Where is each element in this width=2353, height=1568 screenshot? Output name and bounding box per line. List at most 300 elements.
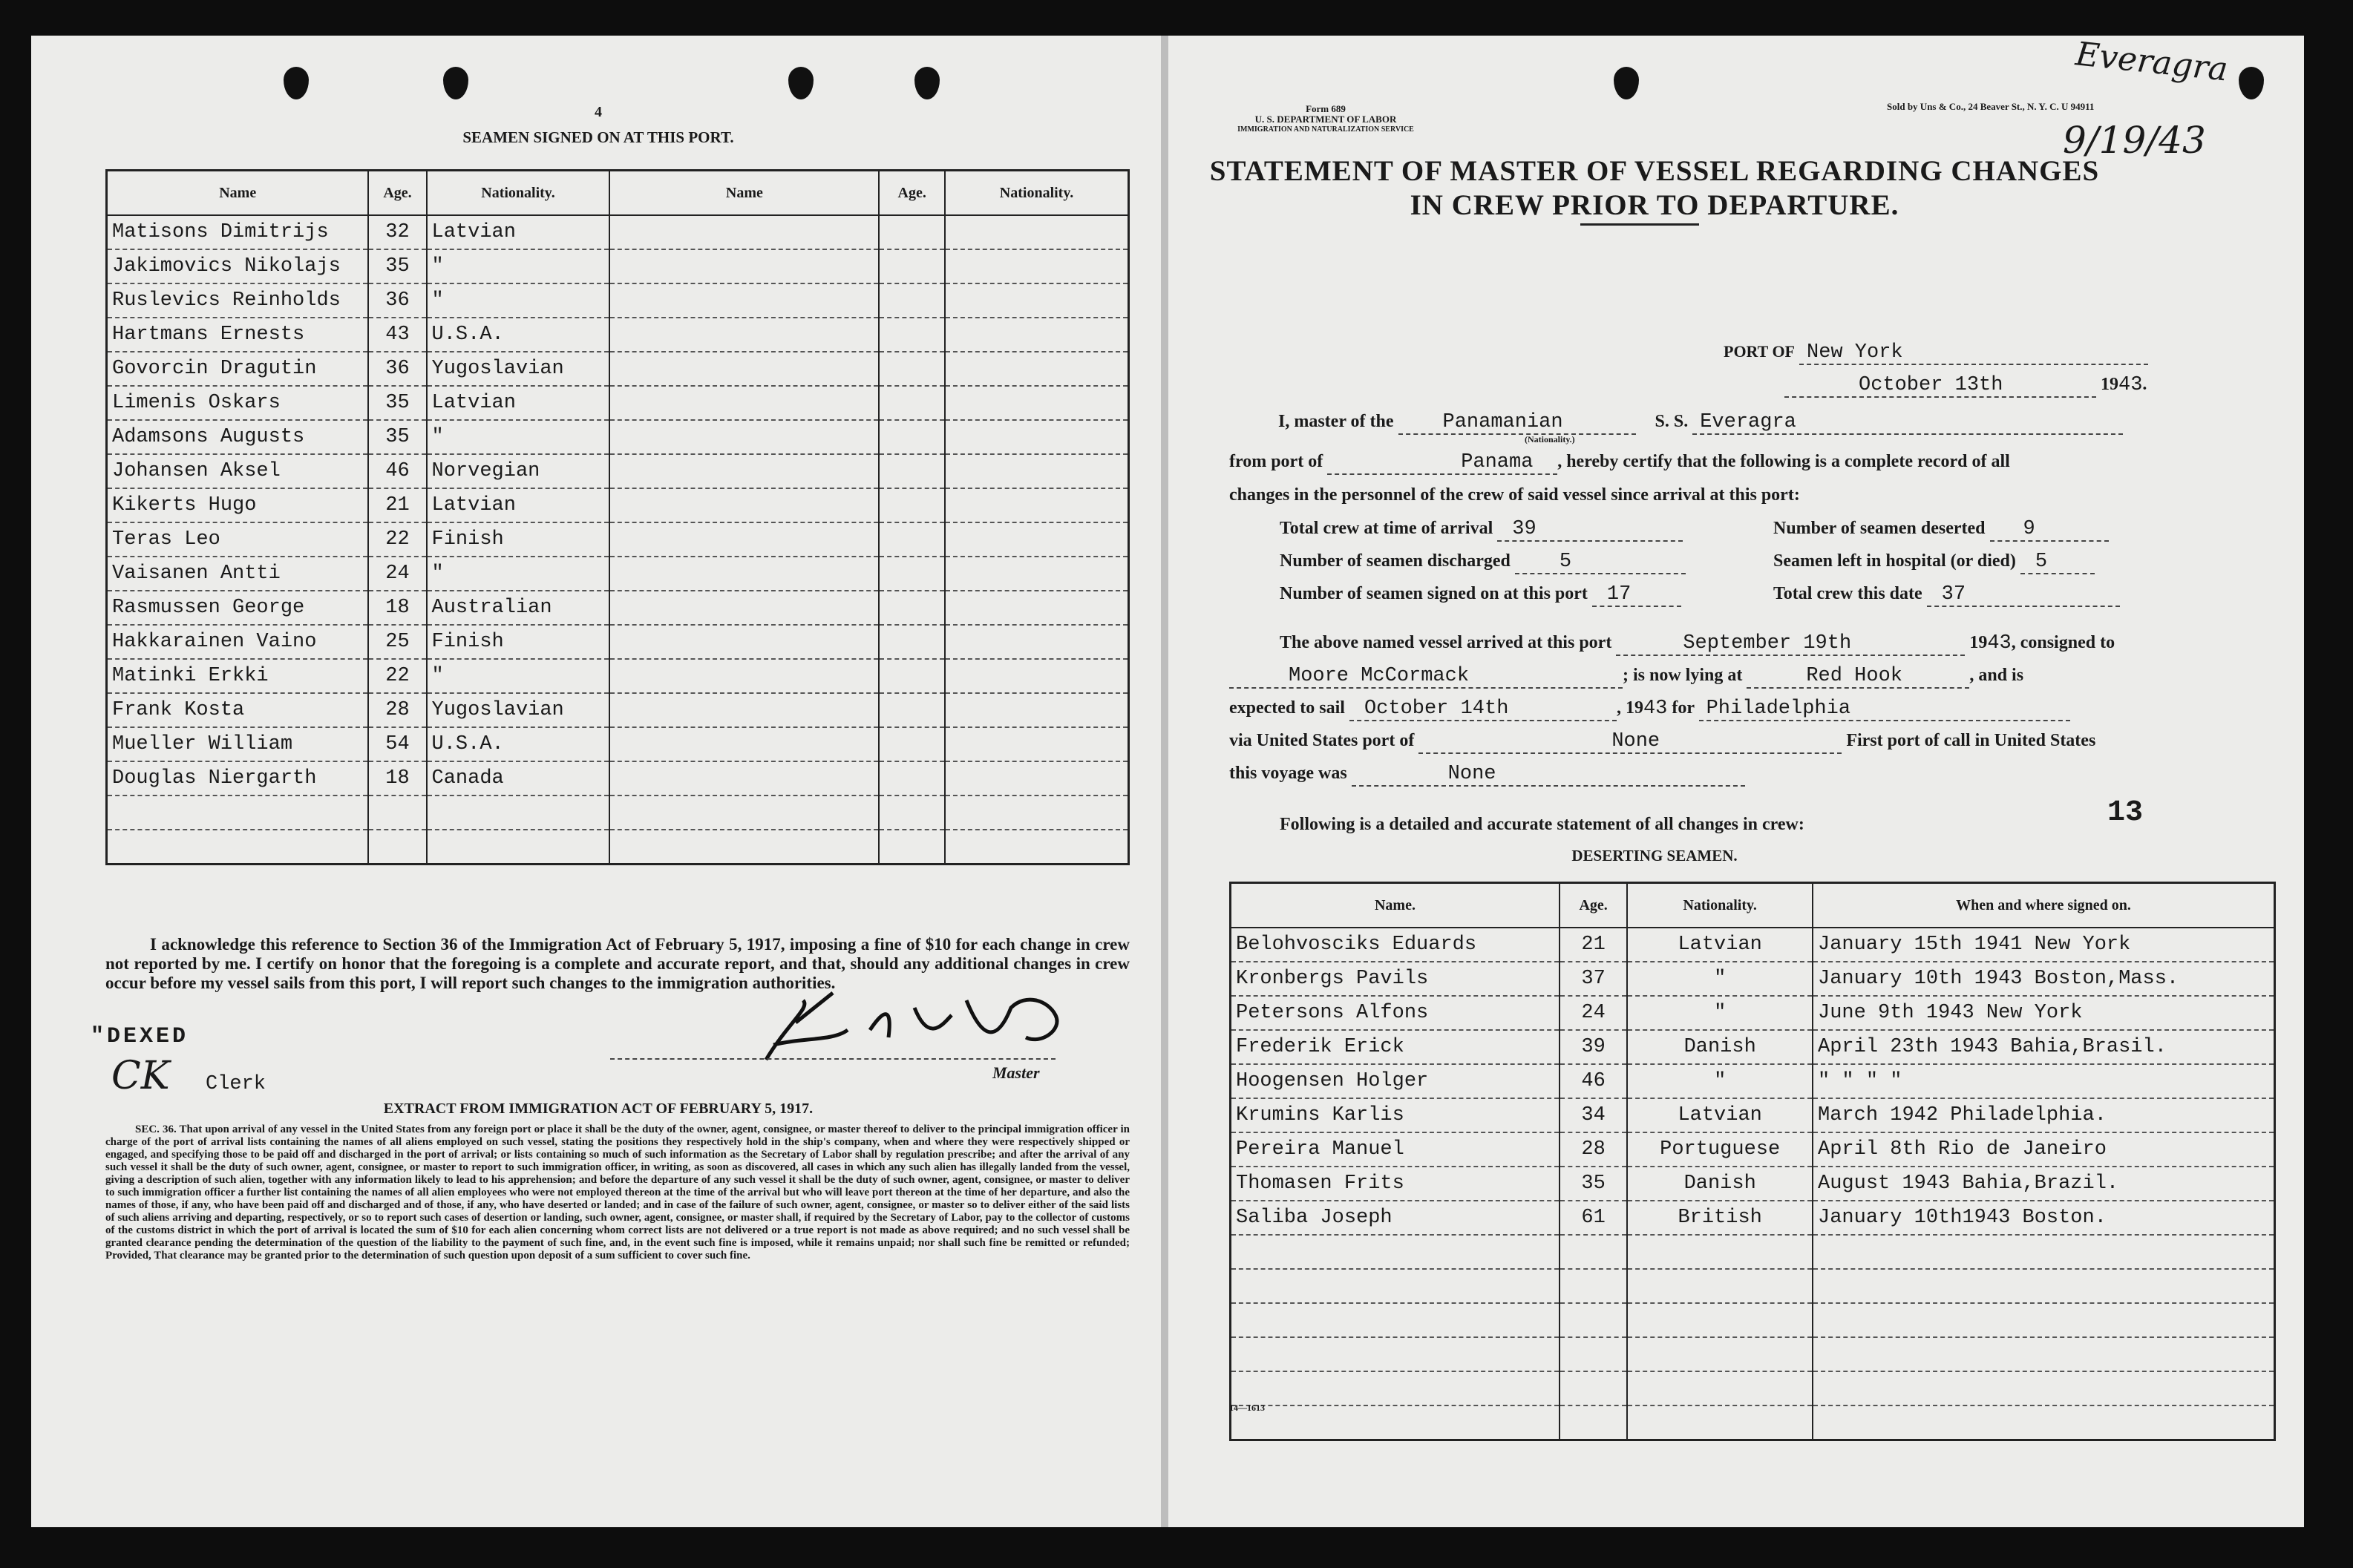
expected-label: expected to sail [1229,698,1345,718]
table-row [1231,1337,2275,1371]
punch-hole [2239,67,2264,99]
cell-nationality: Norvegian [427,454,610,488]
ss-label: S. S. [1655,412,1689,431]
master-signature [744,978,1093,1082]
cell-name [609,352,879,386]
cell-nationality [1627,1371,1813,1405]
from-port-value: Panama [1327,451,1557,475]
cell-age [1560,1303,1627,1337]
punch-hole [443,67,468,99]
port-line [1724,341,2148,365]
table-row [1231,1030,2275,1064]
cell-name [1231,1337,1560,1371]
cell-age: 35 [368,420,426,454]
port-value: New York [1799,341,2148,365]
cell-nationality [945,727,1128,761]
cell-name [609,318,879,352]
total-crew-arrival-value: 39 [1497,518,1683,542]
cell-nationality [945,522,1128,557]
cell-nationality [945,352,1128,386]
cell-nationality: Latvian [1627,1098,1813,1132]
cell-name: Thomasen Frits [1231,1167,1560,1201]
header-name: Name [609,171,879,216]
cell-name: Johansen Aksel [107,454,369,488]
sail-line: expected to sail October 14th , 1943 for Philadelphia [1229,698,2070,721]
total-crew-date-label: Total crew this date [1773,584,1922,603]
cell-age [879,420,945,454]
cell-nationality: British [1627,1201,1813,1235]
cell-nationality: Canada [427,761,610,796]
table-row [107,386,1129,420]
cell-nationality [1627,1405,1813,1440]
table-row [107,591,1129,625]
table-row [107,352,1129,386]
cell-age: 46 [1560,1064,1627,1098]
consignee-value: Moore McCormack [1229,665,1623,689]
table-row [1231,996,2275,1030]
cell-nationality: " [427,283,610,318]
cell-name [609,796,879,830]
cell-name: Ruslevics Reinholds [107,283,369,318]
cell-age [879,488,945,522]
right-page [1168,36,2304,1527]
cell-age: 21 [1560,928,1627,962]
cell-age [879,454,945,488]
table-row [1231,928,2275,962]
cell-age [879,659,945,693]
hospital-value: 5 [2020,551,2095,574]
deserted [1773,518,2109,542]
indexed-stamp: "DEXED [91,1024,189,1049]
cell-signed-on: June 9th 1943 New York [1813,996,2274,1030]
signed-on-table [105,169,1130,865]
cell-nationality [945,591,1128,625]
table-row [107,693,1129,727]
cell-age [879,249,945,283]
cell-age [879,557,945,591]
year-value: 43 [2118,374,2143,396]
sail-date: October 14th [1349,698,1617,721]
cell-name: Vaisanen Antti [107,557,369,591]
cell-signed-on: January 15th 1941 New York [1813,928,2274,962]
cell-nationality: " [427,249,610,283]
cell-name [609,488,879,522]
cell-nationality [945,796,1128,830]
discharged-value: 5 [1515,551,1686,574]
cell-age: 35 [368,386,426,420]
via-label: via United States port of [1229,731,1415,750]
header-age: Age. [879,171,945,216]
department: U. S. DEPARTMENT OF LABOR [1254,114,1397,125]
total-crew-arrival-label: Total crew at time of arrival [1280,519,1493,538]
cell-nationality [945,693,1128,727]
cell-nationality: U.S.A. [427,318,610,352]
cell-age: 32 [368,215,426,249]
cell-nationality [945,420,1128,454]
section-title: SEAMEN SIGNED ON AT THIS PORT. [462,128,734,146]
total-crew-arrival [1280,518,1683,542]
cell-nationality: Latvian [427,488,610,522]
cell-name: Matinki Erkki [107,659,369,693]
footer-code: 14—1613 [1229,1403,1265,1413]
cell-name: Krumins Karlis [1231,1098,1560,1132]
cell-signed-on [1813,1303,2274,1337]
signed-on-value: 17 [1592,583,1681,607]
cell-name: Adamsons Augusts [107,420,369,454]
cell-age [1560,1337,1627,1371]
handwritten-vessel: Everagra [2073,35,2230,89]
cell-nationality [1627,1337,1813,1371]
cell-nationality [945,215,1128,249]
cell-nationality [945,557,1128,591]
cell-signed-on: January 10th1943 Boston. [1813,1201,2274,1235]
cell-name: Mueller William [107,727,369,761]
cell-nationality: Finish [427,522,610,557]
cell-age [879,830,945,865]
cell-nationality [1627,1303,1813,1337]
cell-name [609,283,879,318]
cell-nationality: Latvian [427,386,610,420]
page-mark: 13 [2107,796,2144,830]
cell-age [879,727,945,761]
sail-year: 43 [1643,698,1668,720]
cell-nationality: Finish [427,625,610,659]
cell-name: Matisons Dimitrijs [107,215,369,249]
master-line [1278,411,2123,435]
table-row [1231,962,2275,996]
cell-age [879,522,945,557]
cell-nationality: " [1627,1064,1813,1098]
cell-age [879,796,945,830]
cell-name: Frank Kosta [107,693,369,727]
header-nationality: Nationality. [427,171,610,216]
title-line-2: IN CREW PRIOR TO DEPARTURE. [1410,189,1899,221]
table-row [107,727,1129,761]
cell-age: 18 [368,761,426,796]
cell-signed-on: March 1942 Philadelphia. [1813,1098,2274,1132]
cell-signed-on [1813,1405,2274,1440]
cell-age: 22 [368,522,426,557]
consignee-line [1229,665,2023,689]
cell-age: 35 [1560,1167,1627,1201]
punch-hole [284,67,309,99]
cell-name: Jakimovics Nikolajs [107,249,369,283]
cell-age: 21 [368,488,426,522]
hospital-label: Seamen left in hospital (or died) [1773,551,2016,571]
seller-line: Sold by Uns & Co., 24 Beaver St., N. Y. C. U 94911 [1887,101,2095,112]
cell-name [609,761,879,796]
cell-nationality [945,488,1128,522]
first-port-label: First port of call in United States [1846,731,2096,750]
arrived-line: The above named vessel arrived at this port September 19th 1943, consigned to [1280,632,2115,655]
cell-name: Kikerts Hugo [107,488,369,522]
table-row [107,522,1129,557]
table-row [1231,1167,2275,1201]
table-row [107,283,1129,318]
via-line [1229,730,2095,754]
cell-name [609,625,879,659]
clerk-label: Clerk [206,1073,266,1095]
cell-nationality [945,283,1128,318]
port-label: PORT OF [1724,342,1795,361]
and-is: , and is [1969,666,2024,685]
table-row [107,215,1129,249]
certify-text: , hereby certify that the following is a complete record of all [1557,452,2010,471]
cell-name [609,693,879,727]
cell-name: Hoogensen Holger [1231,1064,1560,1098]
extract-text: SEC. 36. That upon arrival of any vessel in the United States from any foreign port or place it shall be the duty of the owner, agent, consignee, or master thereof to deliver to the principal immigration officer in charge of the port of arrival lists containing the names of all aliens employed on such vessel, stating the positions they respectively hold in the ship's company, when and where they were respectively shipped or engaged, and specifying those to be paid off and discharged in the port of arrival; or lists containing so much of such information as the Secretary of Labor shall by regulation prescribe; and after the arrival of any such vessel it shall be the duty of such owner, agent, consignee, or master to report to such immigration officer, in writing, as soon as discovered, all cases in which any such alien has illegally landed from the vessel, giving a description of such alien, together with any information likely to lead to his apprehension; and before the departure of any such vessel it shall be the duty of such owner, agent, consignee, or master to deliver to such immigration officer a further list containing the names of all alien employees who were not employed thereon at the time of the arrival but who will leave port thereon at the time of her departure, and also the names of those, if any, who have been paid off and discharged and of those, if any, who have deserted or landed; and in case of the failure of such owner, agent, consignee, or master so to deliver either of the said lists of such aliens arriving and departing, respectively, or so to report such cases of desertion or landing, such owner, agent, consignee, or master shall, if required by the Secretary of Labor, pay to the collector of customs of the customs district in which the port of arrival is located the sum of $10 for each alien concerning whom correct lists are not delivered or a true report is not made as above required; and no such vessel shall be granted clearance pending the determination of the question of the liability to the payment of such fine, and, in the event such fine is imposed, while it remains unpaid; nor shall such fine be remitted or refunded; Provided, That clearance may be granted prior to the determination of such question upon deposit of a sum sufficient to cover such fine. [105,1123,1130,1262]
cell-signed-on [1813,1235,2274,1269]
cell-nationality [945,249,1128,283]
via-port-value: None [1418,730,1842,754]
header-signed-on: When and where signed on. [1813,883,2274,928]
cell-age [879,625,945,659]
cell-name: Saliba Joseph [1231,1201,1560,1235]
table-row [107,796,1129,830]
arrived-date: September 19th [1616,632,1965,656]
deserted-label: Number of seamen deserted [1773,519,1986,538]
consigned-label: , consigned to [2011,633,2115,652]
table-row [1231,1371,2275,1405]
cell-nationality [427,796,610,830]
cell-name [107,830,369,865]
cell-age: 28 [368,693,426,727]
cell-age: 24 [368,557,426,591]
cell-nationality: " [427,420,610,454]
cell-name [609,557,879,591]
deserting-seamen-table [1229,882,2276,1441]
table-row [1231,1405,2275,1440]
cell-age: 43 [368,318,426,352]
discharged [1280,551,1686,574]
lying-at-value: Red Hook [1747,665,1969,689]
cell-nationality: " [427,557,610,591]
table-row [1231,1201,2275,1235]
discharged-label: Number of seamen discharged [1280,551,1511,571]
cell-nationality: Portuguese [1627,1132,1813,1167]
cell-nationality [945,318,1128,352]
cell-nationality: Yugoslavian [427,352,610,386]
cell-age [1560,1235,1627,1269]
cell-signed-on: August 1943 Bahia,Brazil. [1813,1167,2274,1201]
cell-age [879,283,945,318]
date-line: October 13th 1943. [1784,374,2147,398]
cell-nationality [945,625,1128,659]
title-line-1: STATEMENT OF MASTER OF VESSEL REGARDING CHANGES [1209,155,2100,187]
cell-nationality [945,659,1128,693]
header-age: Age. [368,171,426,216]
for-label: for [1672,698,1695,718]
cell-nationality: Danish [1627,1030,1813,1064]
cell-age: 46 [368,454,426,488]
punch-hole [1614,67,1639,99]
header-nationality: Nationality. [1627,883,1813,928]
cell-signed-on [1813,1269,2274,1303]
cell-name [1231,1303,1560,1337]
cell-signed-on [1813,1337,2274,1371]
acknowledgement-text: I acknowledge this reference to Section 36 of the Immigration Act of February 5, 1917, imposing a fine of $10 for each change in crew not reported by me. I certify on honor that the foregoing is a complete and accurate report, and that, should any additional changes in crew occur before my vessel sails from this port, I will report such changes to the immigration authorities. [105,935,1130,992]
cell-age [879,318,945,352]
service: IMMIGRATION AND NATURALIZATION SERVICE [1237,125,1414,134]
table-row [1231,1064,2275,1098]
cell-name [609,249,879,283]
cell-name [1231,1269,1560,1303]
destination-value: Philadelphia [1699,698,2070,721]
header-age: Age. [1560,883,1627,928]
cell-nationality: " [427,659,610,693]
table-row [1231,1303,2275,1337]
cell-age: 54 [368,727,426,761]
cell-age: 39 [1560,1030,1627,1064]
table-row [107,488,1129,522]
extract-title: EXTRACT FROM IMMIGRATION ACT OF FEBRUARY 5, 1917. [383,1100,814,1117]
total-crew-date [1773,583,2120,607]
cell-age: 36 [368,352,426,386]
handwritten-date: 9/19/43 [2063,119,2206,162]
cell-nationality [1627,1269,1813,1303]
punch-hole [788,67,814,99]
voyage-line [1229,763,1745,787]
cell-name [609,830,879,865]
cell-age: 24 [1560,996,1627,1030]
left-page [31,36,1165,1527]
from-port-label: from port of [1229,452,1323,471]
cell-name [609,454,879,488]
deserted-value: 9 [1990,518,2109,542]
cell-age: 22 [368,659,426,693]
cell-nationality: U.S.A. [427,727,610,761]
signature-line [610,1058,1056,1060]
cell-nationality [945,386,1128,420]
punch-hole [914,67,940,99]
changes-text: changes in the personnel of the crew of said vessel since arrival at this port: [1229,485,1800,505]
year-prefix: 19 [2101,375,2118,394]
page-number: 4 [595,104,602,120]
clerk-initials: CK [111,1054,170,1098]
cell-nationality [945,761,1128,796]
cell-name [1231,1405,1560,1440]
cell-name [609,659,879,693]
arrived-year: 43 [1987,632,2012,655]
cell-age: 37 [1560,962,1627,996]
header-name: Name. [1231,883,1560,928]
table-row [107,420,1129,454]
table-row [107,761,1129,796]
table-row [107,625,1129,659]
cell-name: Rasmussen George [107,591,369,625]
table-row [1231,1132,2275,1167]
table-row [107,557,1129,591]
master-label: I, master of the [1278,412,1394,431]
table-row [107,659,1129,693]
cell-name [609,591,879,625]
cell-nationality: Australian [427,591,610,625]
cell-signed-on: April 8th Rio de Janeiro [1813,1132,2274,1167]
from-port-line [1229,451,2010,475]
cell-name [1231,1235,1560,1269]
cell-age: 25 [368,625,426,659]
voyage-label: this voyage was [1229,764,1347,783]
signed-on-label: Number of seamen signed on at this port [1280,584,1588,603]
cell-age [368,796,426,830]
cell-name: Pereira Manuel [1231,1132,1560,1167]
cell-name: Douglas Niergarth [107,761,369,796]
total-crew-date-value: 37 [1927,583,2120,607]
cell-nationality: Danish [1627,1167,1813,1201]
cell-signed-on [1813,1371,2274,1405]
cell-age [879,215,945,249]
cell-age [879,693,945,727]
vessel-value: Everagra [1692,411,2123,435]
deserting-title: DESERTING SEAMEN. [1571,847,1738,865]
cell-name [609,215,879,249]
table-row [107,830,1129,865]
cell-nationality: Yugoslavian [427,693,610,727]
title-underline [1580,223,1699,226]
cell-name [609,420,879,454]
cell-nationality [1627,1235,1813,1269]
table-row [107,318,1129,352]
cell-name [609,386,879,420]
cell-nationality [945,454,1128,488]
nationality-caption: (Nationality.) [1525,434,1575,445]
cell-name [107,796,369,830]
cell-signed-on: " " " " [1813,1064,2274,1098]
cell-age [368,830,426,865]
cell-age: 34 [1560,1098,1627,1132]
cell-age [879,591,945,625]
cell-name: Belohvosciks Eduards [1231,928,1560,962]
cell-name: Kronbergs Pavils [1231,962,1560,996]
signed-on [1280,583,1681,607]
cell-nationality: " [1627,962,1813,996]
cell-age [879,386,945,420]
cell-name [609,522,879,557]
form-number: Form 689 [1306,103,1346,114]
cell-name: Hakkarainen Vaino [107,625,369,659]
lying-label: ; is now lying at [1623,666,1743,685]
table-row [1231,1269,2275,1303]
cell-age: 35 [368,249,426,283]
form-header [1229,104,1422,135]
table-row [107,249,1129,283]
cell-age [1560,1371,1627,1405]
table-row [1231,1098,2275,1132]
cell-name: Petersons Alfons [1231,996,1560,1030]
cell-name: Frederik Erick [1231,1030,1560,1064]
nationality-value: Panamanian [1398,411,1636,435]
cell-age [1560,1269,1627,1303]
table-row [1231,1235,2275,1269]
cell-name: Limenis Oskars [107,386,369,420]
cell-signed-on: January 10th 1943 Boston,Mass. [1813,962,2274,996]
table-row [107,454,1129,488]
hospital [1773,551,2095,574]
first-port-value: None [1352,763,1745,787]
cell-age: 18 [368,591,426,625]
arrived-label: The above named vessel arrived at this port [1280,633,1612,652]
cell-name [1231,1371,1560,1405]
cell-name: Teras Leo [107,522,369,557]
cell-nationality [945,830,1128,865]
cell-name [609,727,879,761]
cell-nationality: Latvian [427,215,610,249]
cell-age [1560,1405,1627,1440]
cell-age: 28 [1560,1132,1627,1167]
cell-nationality: " [1627,996,1813,1030]
cell-name: Govorcin Dragutin [107,352,369,386]
master-label: Master [992,1063,1040,1082]
